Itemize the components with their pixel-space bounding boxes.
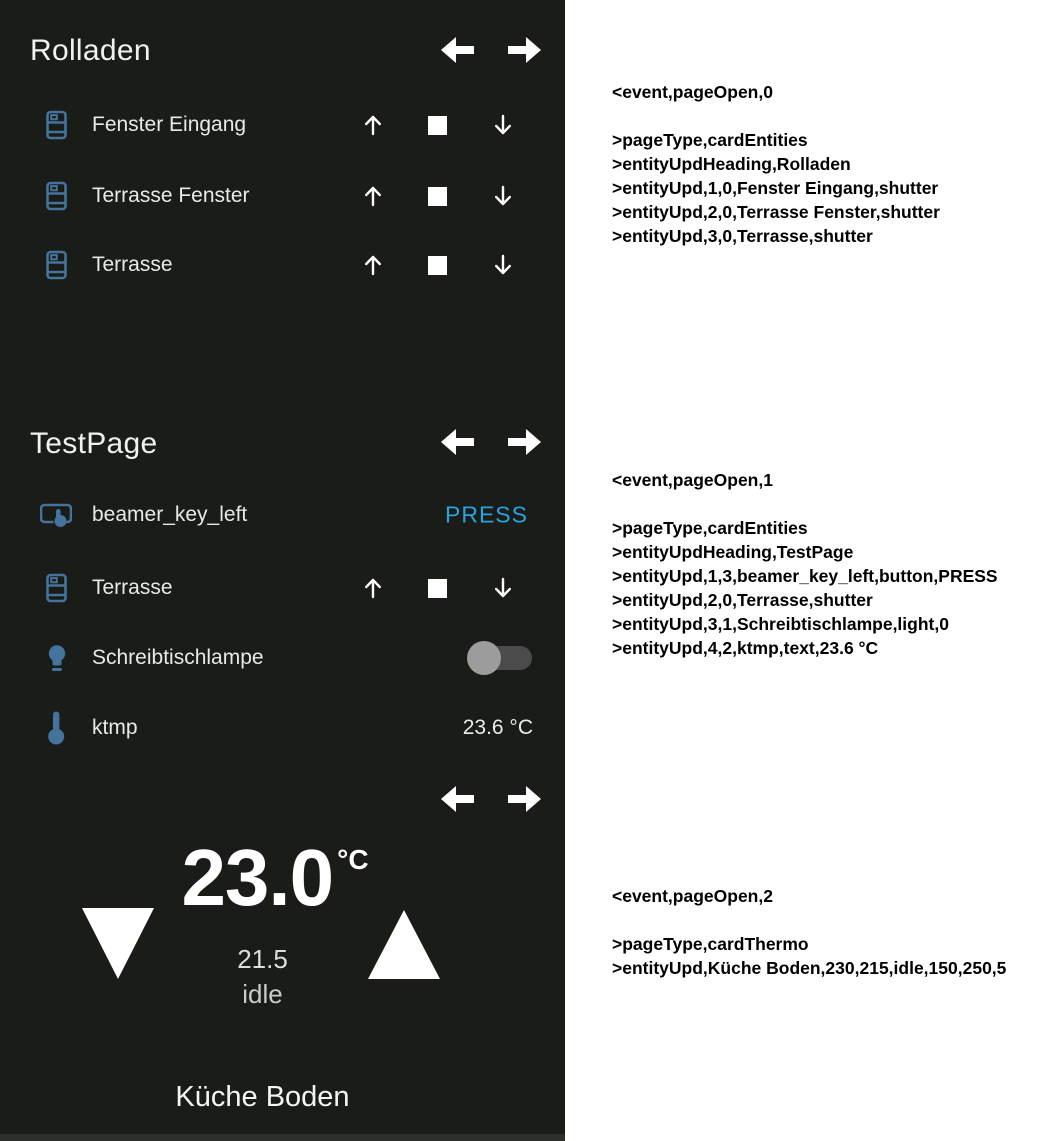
protocol-line: >entityUpd,2,0,Terrasse,shutter: [612, 590, 873, 610]
thermostat-entity-title: Küche Boden: [175, 1081, 350, 1113]
card-heading-testpage: TestPage: [30, 427, 158, 460]
shutter-row-terrasse: [0, 243, 565, 287]
entity-label: Fenster Eingang: [92, 113, 247, 136]
protocol-line: <event,pageOpen,0: [612, 82, 773, 102]
light-row-schreibtischlampe: [0, 636, 565, 680]
protocol-line: >entityUpd,3,1,Schreibtischlampe,light,0: [612, 614, 949, 634]
protocol-line: >entityUpd,1,0,Fenster Eingang,shutter: [612, 178, 939, 198]
protocol-block-pageopen-1: [612, 468, 998, 660]
thermometer-icon: [46, 710, 67, 746]
shutter-down-button[interactable]: [490, 112, 516, 138]
next-page-arrow-icon[interactable]: [508, 37, 541, 63]
protocol-line: >entityUpdHeading,TestPage: [612, 542, 854, 562]
shutter-up-button[interactable]: [360, 575, 386, 601]
card-heading-rolladen: Rolladen: [30, 34, 151, 67]
protocol-block-pageopen-2: [612, 884, 1006, 980]
protocol-line: >entityUpdHeading,Rolladen: [612, 154, 851, 174]
protocol-line: >entityUpd,Küche Boden,230,215,idle,150,250,5: [612, 958, 1007, 978]
hvac-state: idle: [242, 979, 283, 1009]
toggle-knob[interactable]: [467, 641, 501, 675]
next-page-arrow-icon[interactable]: [508, 786, 541, 812]
protocol-line: >pageType,cardThermo: [612, 934, 809, 954]
protocol-line: >entityUpd,2,0,Terrasse Fenster,shutter: [612, 202, 940, 222]
window-shutter-icon: [46, 251, 67, 280]
entity-label: Schreibtischlampe: [92, 646, 264, 669]
protocol-line: >pageType,cardEntities: [612, 130, 808, 150]
protocol-line: <event,pageOpen,2: [612, 886, 773, 906]
current-temperature-value: 23.0: [181, 833, 334, 922]
shutter-row-terrasse-testpage: [0, 566, 565, 610]
prev-page-arrow-icon[interactable]: [441, 429, 474, 455]
button-row-beamer-key-left: [0, 493, 565, 537]
entity-label: Terrasse: [92, 253, 173, 276]
shutter-stop-button[interactable]: [428, 256, 447, 275]
lightbulb-icon: [46, 644, 68, 673]
shutter-stop-button[interactable]: [428, 579, 447, 598]
entity-label: Terrasse Fenster: [92, 184, 250, 207]
protocol-line: >pageType,cardEntities: [612, 518, 808, 538]
press-button[interactable]: PRESS: [445, 501, 528, 528]
protocol-line: >entityUpd,3,0,Terrasse,shutter: [612, 226, 873, 246]
sensor-row-ktmp: [0, 706, 565, 750]
shutter-row-fenster-eingang: [0, 103, 565, 147]
next-page-arrow-icon[interactable]: [508, 429, 541, 455]
entity-label: ktmp: [92, 716, 138, 739]
gesture-tap-button-icon: [40, 501, 72, 529]
light-toggle-switch[interactable]: [470, 646, 532, 670]
shutter-stop-button[interactable]: [428, 187, 447, 206]
prev-page-arrow-icon[interactable]: [441, 786, 474, 812]
protocol-line: <event,pageOpen,1: [612, 470, 773, 490]
shutter-up-button[interactable]: [360, 183, 386, 209]
target-temperature: 21.5: [237, 944, 288, 974]
shutter-down-button[interactable]: [490, 575, 516, 601]
shutter-row-terrasse-fenster: [0, 174, 565, 218]
shutter-down-button[interactable]: [490, 183, 516, 209]
entity-label: beamer_key_left: [92, 503, 248, 526]
shutter-up-button[interactable]: [360, 252, 386, 278]
prev-page-arrow-icon[interactable]: [441, 37, 474, 63]
sensor-value: 23.6 °C: [462, 716, 533, 739]
shutter-down-button[interactable]: [490, 252, 516, 278]
protocol-line: >entityUpd,1,3,beamer_key_left,button,PRESS: [612, 566, 998, 586]
protocol-line: >entityUpd,4,2,ktmp,text,23.6 °C: [612, 638, 879, 658]
entity-label: Terrasse: [92, 576, 173, 599]
temperature-unit: °C: [337, 844, 369, 875]
window-shutter-icon: [46, 574, 67, 603]
screen-bottom-edge: [0, 1134, 565, 1141]
protocol-block-pageopen-0: [612, 80, 940, 248]
window-shutter-icon: [46, 111, 67, 140]
window-shutter-icon: [46, 182, 67, 211]
shutter-stop-button[interactable]: [428, 116, 447, 135]
shutter-up-button[interactable]: [360, 112, 386, 138]
